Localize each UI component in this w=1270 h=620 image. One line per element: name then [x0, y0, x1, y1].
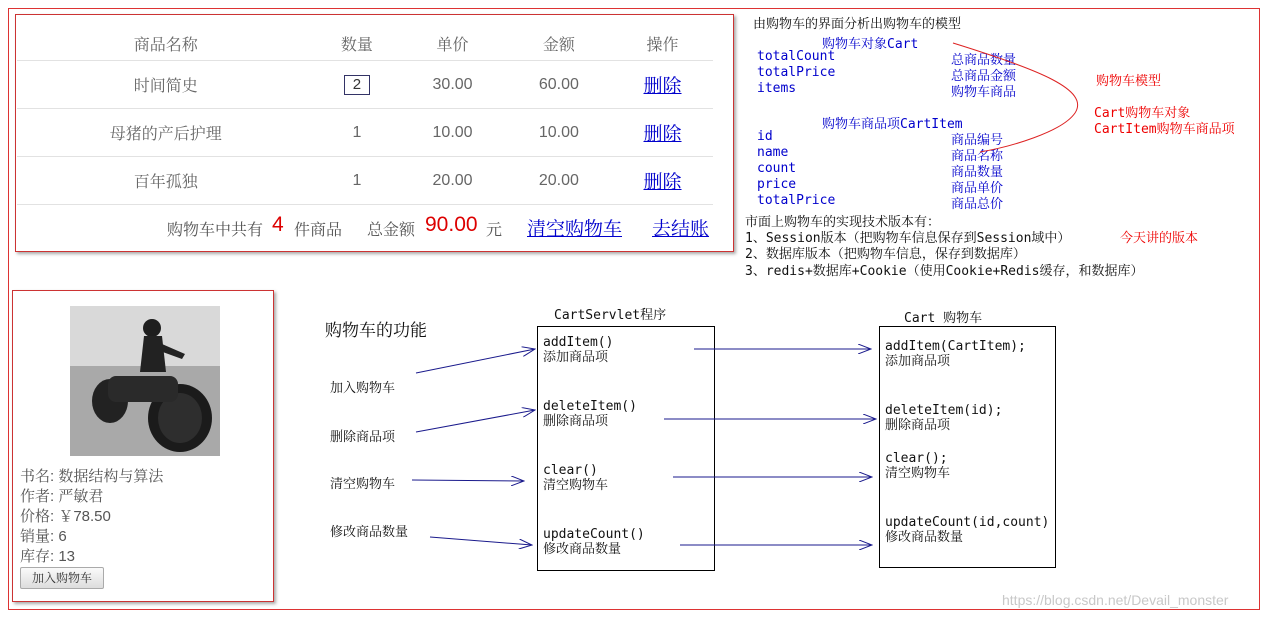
book-stock: 库存: 13 [20, 548, 76, 565]
field-desc: 商品编号 [951, 133, 1004, 148]
servlet-title: CartServlet程序 [554, 308, 667, 323]
col-header-amount: 金额 [506, 27, 612, 61]
method-desc: 修改商品数量 [543, 542, 622, 557]
method-desc: 修改商品数量 [885, 530, 964, 545]
method-signature: clear(); [885, 451, 948, 466]
version-1: 1、Session版本（把购物车信息保存到Session域中） [745, 231, 1071, 246]
total-amount: 90.00 [425, 213, 478, 236]
field-desc: 购物车商品 [951, 85, 1017, 100]
method-desc: 删除商品项 [543, 414, 609, 429]
watermark: https://blog.csdn.net/Devail_monster [1002, 592, 1229, 608]
book-price: 价格: ￥78.50 [20, 508, 111, 525]
arrow-update [430, 537, 532, 545]
annotation-cartitem: CartItem购物车商品项 [1094, 122, 1235, 137]
field-desc: 商品总价 [951, 197, 1004, 212]
arrow-add [416, 349, 535, 373]
field-desc: 总商品数量 [951, 53, 1017, 68]
cell-name: 时间简史 [17, 61, 314, 109]
book-title: 书名: 数据结构与算法 [20, 468, 164, 485]
currency-unit: 元 [486, 222, 503, 239]
versions-intro: 市面上购物车的实现技术版本有： [745, 215, 941, 230]
cell-amount: 20.00 [506, 157, 612, 205]
cell-price: 20.00 [399, 157, 505, 205]
summary-count-suffix: 件商品 [294, 222, 343, 239]
method-desc: 添加商品项 [543, 350, 609, 365]
item-count: 4 [272, 213, 284, 236]
total-label: 总金额 [367, 222, 416, 239]
cart-heading: 购物车对象Cart [822, 37, 919, 52]
version-2: 2、数据库版本（把购物车信息，保存到数据库） [745, 247, 1026, 262]
delete-link[interactable]: 删除 [643, 172, 682, 193]
field-name: price [757, 177, 797, 192]
delete-link[interactable]: 删除 [643, 124, 682, 145]
arrow-delete [416, 410, 535, 432]
col-header-qty: 数量 [314, 27, 399, 61]
field-desc: 商品名称 [951, 149, 1004, 164]
method-signature: deleteItem() [543, 399, 637, 414]
method-signature: addItem() [543, 335, 614, 350]
features-title: 购物车的功能 [325, 321, 427, 341]
model-title: 由购物车的界面分析出购物车的模型 [753, 17, 962, 32]
method-desc: 删除商品项 [885, 418, 951, 433]
quantity-input[interactable]: 2 [344, 75, 370, 95]
cell-name: 母猪的产后护理 [17, 109, 314, 157]
annotation-cart: Cart购物车对象 [1094, 106, 1191, 121]
field-name: totalPrice [757, 65, 836, 80]
version-1-note: 今天讲的版本 [1120, 231, 1199, 246]
method-signature: deleteItem(id); [885, 403, 1003, 418]
col-header-name: 商品名称 [17, 27, 314, 61]
method-signature: updateCount(id,count) [885, 515, 1050, 530]
add-to-cart-button[interactable]: 加入购物车 [20, 567, 104, 589]
method-desc: 添加商品项 [885, 354, 951, 369]
version-3: 3、redis+数据库+Cookie（使用Cookie+Redis缓存，和数据库） [745, 264, 1144, 279]
field-name: id [757, 129, 773, 144]
field-desc: 总商品金额 [951, 69, 1017, 84]
feature-label: 加入购物车 [330, 381, 396, 396]
annotation-model: 购物车模型 [1096, 74, 1162, 89]
field-name: count [757, 161, 797, 176]
cell-amount: 60.00 [506, 61, 612, 109]
feature-label: 清空购物车 [330, 477, 396, 492]
book-author: 作者: 严敏君 [20, 488, 104, 505]
cell-amount: 10.00 [506, 109, 612, 157]
method-signature: clear() [543, 463, 598, 478]
summary-prefix: 购物车中共有 [167, 222, 264, 239]
field-name: totalCount [757, 49, 836, 64]
field-name: name [757, 145, 789, 160]
annotation-curve [953, 43, 1078, 152]
cell-price: 10.00 [399, 109, 505, 157]
checkout-link[interactable]: 去结账 [652, 219, 710, 240]
delete-link[interactable]: 删除 [643, 76, 682, 97]
field-name: items [757, 81, 797, 96]
col-header-price: 单价 [399, 27, 505, 61]
method-signature: addItem(CartItem); [885, 339, 1026, 354]
feature-label: 删除商品项 [330, 430, 396, 445]
arrow-clear [412, 480, 524, 481]
method-desc: 清空购物车 [543, 478, 609, 493]
col-header-action: 操作 [612, 27, 713, 61]
field-desc: 商品数量 [951, 165, 1004, 180]
cartitem-heading: 购物车商品项CartItem [822, 117, 963, 132]
cell-price: 30.00 [399, 61, 505, 109]
cell-qty: 1 [314, 157, 399, 205]
field-desc: 商品单价 [951, 181, 1004, 196]
book-sales: 销量: 6 [20, 528, 67, 545]
method-signature: updateCount() [543, 527, 645, 542]
cell-qty: 1 [314, 109, 399, 157]
cell-name: 百年孤独 [17, 157, 314, 205]
method-desc: 清空购物车 [885, 466, 951, 481]
feature-label: 修改商品数量 [330, 525, 409, 540]
cart-class-title: Cart 购物车 [904, 311, 983, 326]
clear-cart-link[interactable]: 清空购物车 [527, 219, 623, 240]
field-name: totalPrice [757, 193, 836, 208]
